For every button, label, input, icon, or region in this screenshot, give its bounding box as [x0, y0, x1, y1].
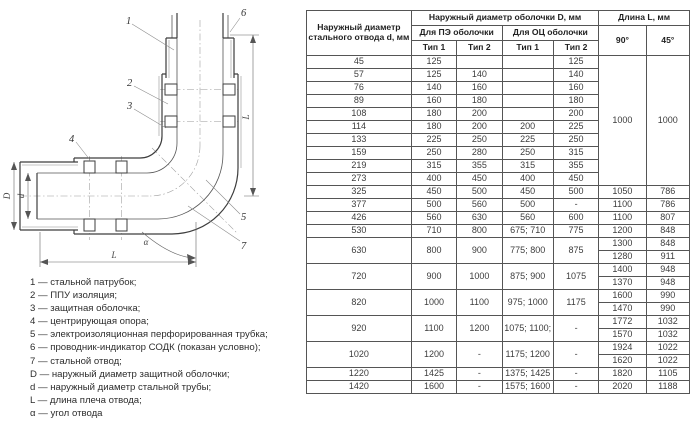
table-cell: 820 — [307, 290, 412, 316]
table-cell: 786 — [646, 186, 689, 199]
table-cell: 800 — [411, 238, 456, 264]
table-cell: 108 — [307, 108, 412, 121]
table-cell: 1100 — [599, 212, 646, 225]
legend-item: 1 — стальной патрубок; — [30, 277, 137, 288]
table-cell: - — [553, 381, 598, 394]
table-cell: 1000 — [457, 264, 502, 290]
table-cell: 250 — [502, 147, 553, 160]
table-cell: 900 — [457, 238, 502, 264]
table-cell: 848 — [646, 238, 689, 251]
table-cell: 600 — [553, 212, 598, 225]
table-cell: 1100 — [411, 316, 456, 342]
centering-support — [223, 84, 235, 95]
dim-arrow — [250, 35, 256, 43]
legend-item: 5 — электроизоляционная перфорированная трубка; — [30, 329, 268, 341]
header-cell: Длина L, мм — [599, 11, 690, 26]
table-cell: 1100 — [457, 290, 502, 316]
centering-support — [165, 116, 177, 127]
table-cell: 57 — [307, 69, 412, 82]
table-header — [307, 11, 690, 56]
table-cell: 89 — [307, 95, 412, 108]
table-row — [307, 56, 690, 69]
callout-7: 7 — [241, 241, 247, 252]
table-cell: 1100 — [599, 199, 646, 212]
table-cell — [502, 82, 553, 95]
table-cell: 225 — [502, 134, 553, 147]
table-cell: 1175 — [553, 290, 598, 316]
table-cell: 114 — [307, 121, 412, 134]
centering-support — [84, 161, 95, 173]
table-cell: - — [457, 342, 502, 368]
table-cell: 1022 — [646, 342, 689, 355]
table-cell: 160 — [411, 95, 456, 108]
table-cell: 250 — [411, 147, 456, 160]
header-cell: Для ПЭ оболочки — [411, 26, 502, 41]
table-row — [307, 316, 690, 329]
table-cell: 1200 — [411, 342, 456, 368]
table-cell: - — [553, 316, 598, 342]
table-cell: 160 — [553, 82, 598, 95]
table-cell: 355 — [553, 160, 598, 173]
table-cell: 225 — [553, 121, 598, 134]
callout-4: 4 — [69, 134, 75, 145]
table-cell: 125 — [553, 56, 598, 69]
legend-item: d — наружный диаметр стальной трубы; — [30, 381, 212, 393]
dim-label-l-right: L — [241, 114, 251, 120]
table-cell: 1032 — [646, 329, 689, 342]
centerline-bisector — [152, 148, 238, 234]
table-cell: 273 — [307, 173, 412, 186]
table-cell: 720 — [307, 264, 412, 290]
callout-2: 2 — [127, 78, 133, 89]
centering-support — [223, 116, 235, 127]
legend-item: 7 — стальной отвод; — [30, 355, 122, 367]
callout-5: 5 — [241, 212, 247, 223]
jacket-vertical-inner — [169, 40, 231, 78]
dim-label-d: d — [16, 193, 26, 199]
dim-arrow — [187, 254, 196, 261]
table-cell: 920 — [307, 316, 412, 342]
dim-label-D: D — [2, 192, 12, 200]
table-cell — [502, 95, 553, 108]
table-cell: 630 — [307, 238, 412, 264]
table-cell: 200 — [502, 121, 553, 134]
table-row — [307, 212, 690, 225]
table-cell: 1050 — [599, 186, 646, 199]
table-cell: 180 — [457, 95, 502, 108]
table-cell: 400 — [502, 173, 553, 186]
table-cell: 250 — [457, 134, 502, 147]
table-row — [307, 290, 690, 303]
table-cell: 315 — [411, 160, 456, 173]
table-cell: - — [553, 342, 598, 368]
dim-arrow — [11, 162, 17, 170]
table-cell: 848 — [646, 225, 689, 238]
table-cell: 1200 — [599, 225, 646, 238]
table-cell: 948 — [646, 277, 689, 290]
legend-item: 2 — ППУ изоляция; — [30, 290, 118, 302]
table-cell: 76 — [307, 82, 412, 95]
header-cell: Наружный диаметр стального отвода d, мм — [307, 11, 412, 56]
elbow-drawing — [0, 0, 305, 272]
table-cell: 1425 — [411, 368, 456, 381]
legend-item: D — наружный диаметр защитной оболочки; — [30, 368, 230, 380]
table-cell: 1470 — [599, 303, 646, 316]
table-cell: 1575; 1600 — [502, 381, 553, 394]
spec-table-container — [306, 10, 690, 394]
centering-support — [116, 161, 127, 173]
table-row — [307, 381, 690, 394]
table-cell: 560 — [457, 199, 502, 212]
table-cell: 1000 — [411, 290, 456, 316]
callout-1: 1 — [126, 16, 132, 27]
dim-label-alpha: α — [143, 237, 149, 247]
table-cell: 1188 — [646, 381, 689, 394]
legend-item: L — длина плеча отвода; — [30, 394, 142, 406]
table-cell: 1220 — [307, 368, 412, 381]
table-cell: 775; 800 — [502, 238, 553, 264]
table-cell: 280 — [457, 147, 502, 160]
table-cell: 875 — [553, 238, 598, 264]
table-cell: 710 — [411, 225, 456, 238]
table-cell: 1022 — [646, 355, 689, 368]
header-cell: Тип 2 — [457, 41, 502, 56]
table-row — [307, 368, 690, 381]
table-cell: 2020 — [599, 381, 646, 394]
table-cell: 1000 — [599, 56, 646, 186]
table-cell: 180 — [411, 121, 456, 134]
table-cell: - — [553, 199, 598, 212]
table-cell: 911 — [646, 251, 689, 264]
table-cell: 1075 — [553, 264, 598, 290]
dim-arrow — [25, 173, 31, 181]
centering-support — [165, 84, 177, 95]
header-cell: Наружный диаметр оболочки D, мм — [411, 11, 598, 26]
callout-3: 3 — [127, 101, 133, 112]
header-cell: Тип 1 — [502, 41, 553, 56]
table-row — [307, 238, 690, 251]
header-cell: Тип 1 — [411, 41, 456, 56]
legend-item: 4 — центрирующая опора; — [30, 316, 149, 328]
table-cell: 500 — [457, 186, 502, 199]
table-cell: 1000 — [646, 56, 689, 186]
table-row — [307, 199, 690, 212]
table-row — [307, 342, 690, 355]
table-cell: 530 — [307, 225, 412, 238]
angle-arc — [142, 232, 193, 258]
header-row — [307, 11, 690, 26]
table-cell: 1375; 1425 — [502, 368, 553, 381]
table-cell: 786 — [646, 199, 689, 212]
centering-support — [116, 219, 127, 231]
header-cell: 45° — [646, 26, 689, 56]
table-cell: 200 — [553, 108, 598, 121]
table-cell: 1032 — [646, 316, 689, 329]
legend-item: 6 — проводник-индикатор СОДК (показан условно); — [30, 342, 261, 354]
table-cell: 159 — [307, 147, 412, 160]
table-cell: 1175; 1200 — [502, 342, 553, 368]
table-cell: 450 — [457, 173, 502, 186]
table-cell: 400 — [411, 173, 456, 186]
legend — [30, 276, 320, 420]
steel-pipe-vertical-walls — [177, 38, 223, 154]
table-cell: 800 — [457, 225, 502, 238]
table-cell: 133 — [307, 134, 412, 147]
table-cell: 1400 — [599, 264, 646, 277]
dim-arrow — [11, 222, 17, 230]
spec-table — [306, 10, 690, 394]
table-cell: 325 — [307, 186, 412, 199]
table-cell: 1370 — [599, 277, 646, 290]
table-cell: 500 — [502, 199, 553, 212]
table-cell — [502, 108, 553, 121]
table-cell: 1600 — [411, 381, 456, 394]
table-cell: 1924 — [599, 342, 646, 355]
table-cell: 975; 1000 — [502, 290, 553, 316]
bend-casing-inner-arc — [140, 136, 162, 158]
table-cell: 125 — [411, 56, 456, 69]
table-cell: 180 — [411, 108, 456, 121]
table-cell — [502, 56, 553, 69]
table-cell: 1280 — [599, 251, 646, 264]
table-cell: 1772 — [599, 316, 646, 329]
table-cell: 948 — [646, 264, 689, 277]
table-cell: 1570 — [599, 329, 646, 342]
table-cell: 560 — [411, 212, 456, 225]
table-cell: 315 — [553, 147, 598, 160]
table-cell: 990 — [646, 290, 689, 303]
table-cell: 560 — [502, 212, 553, 225]
table-cell: 1200 — [457, 316, 502, 342]
table-cell: 219 — [307, 160, 412, 173]
table-cell: 1820 — [599, 368, 646, 381]
table-cell: 355 — [457, 160, 502, 173]
table-cell: 140 — [553, 69, 598, 82]
dim-arrow — [25, 211, 31, 219]
table-cell: 990 — [646, 303, 689, 316]
table-cell: 160 — [457, 82, 502, 95]
table-cell: 1620 — [599, 355, 646, 368]
table-cell: 675; 710 — [502, 225, 553, 238]
callout-leaders — [76, 18, 240, 241]
table-cell: 315 — [502, 160, 553, 173]
table-cell: 180 — [553, 95, 598, 108]
table-cell: 875; 900 — [502, 264, 553, 290]
table-cell: - — [457, 368, 502, 381]
table-cell: 1105 — [646, 368, 689, 381]
table-cell: 450 — [553, 173, 598, 186]
header-cell: 90° — [599, 26, 646, 56]
table-cell: 125 — [411, 69, 456, 82]
table-cell: 1020 — [307, 342, 412, 368]
table-cell: 1075; 1100; — [502, 316, 553, 342]
table-cell — [502, 69, 553, 82]
table-cell — [457, 56, 502, 69]
legend-item: α — угол отвода — [30, 407, 103, 419]
table-cell: 45 — [307, 56, 412, 69]
table-cell: 500 — [411, 199, 456, 212]
table-cell: 200 — [457, 108, 502, 121]
table-cell: 250 — [553, 134, 598, 147]
table-cell: 140 — [411, 82, 456, 95]
table-cell: 1600 — [599, 290, 646, 303]
table-body — [307, 56, 690, 394]
centering-support — [84, 219, 95, 231]
table-cell: 775 — [553, 225, 598, 238]
dim-arrow — [250, 188, 256, 196]
table-cell: 225 — [411, 134, 456, 147]
legend-item: 3 — защитная оболочка; — [30, 303, 141, 315]
table-cell: - — [457, 381, 502, 394]
table-cell: 140 — [457, 69, 502, 82]
callout-6: 6 — [241, 8, 247, 19]
table-cell: 807 — [646, 212, 689, 225]
table-cell: 377 — [307, 199, 412, 212]
table-row — [307, 225, 690, 238]
table-cell: 1420 — [307, 381, 412, 394]
table-cell: 500 — [553, 186, 598, 199]
table-cell: 900 — [411, 264, 456, 290]
table-cell: 630 — [457, 212, 502, 225]
table-cell: 450 — [411, 186, 456, 199]
header-cell: Для ОЦ оболочки — [502, 26, 599, 41]
table-cell: 1300 — [599, 238, 646, 251]
support-axis-lines — [90, 90, 241, 241]
table-cell: 426 — [307, 212, 412, 225]
table-cell: - — [553, 368, 598, 381]
table-row — [307, 186, 690, 199]
table-row — [307, 264, 690, 277]
elbow-diagram-svg — [0, 0, 305, 272]
dim-arrow — [40, 259, 48, 265]
table-cell: 200 — [457, 121, 502, 134]
header-cell: Тип 2 — [553, 41, 598, 56]
dim-label-l-bottom: L — [111, 250, 117, 260]
table-cell: 450 — [502, 186, 553, 199]
